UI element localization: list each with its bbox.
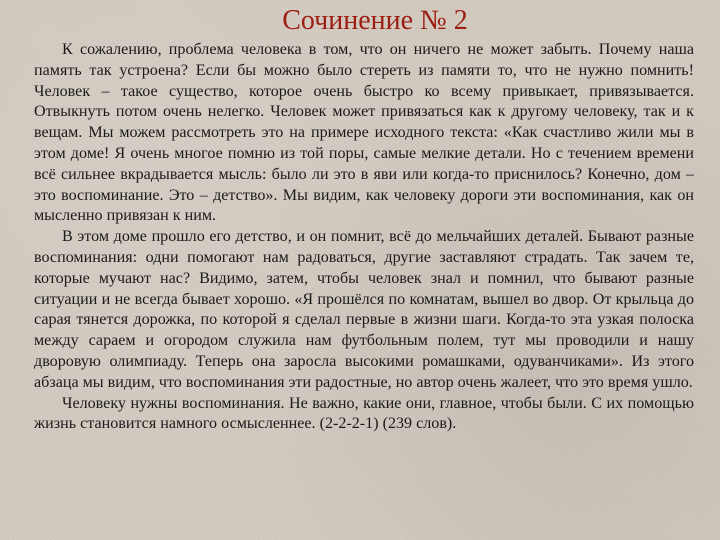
essay-paragraph-3: Человеку нужны воспоминания. Не важно, какие они, главное, чтобы были. С их помощью жизнь становится намного осмысленнее. (2-2-2-1) (239 слов). (34, 394, 694, 433)
essay-text (34, 40, 694, 435)
essay-paragraph-1: К сожалению, проблема человека в том, что он ничего не может забыть. Почему наша память так устроена? Если бы можно было стереть из памяти то, что не нужно помнить! Человек – такое существо, которое очень быстро ко всему привыкает, привязывается. Отвыкнуть потом очень нелегко. Человек может привязаться как к другому человеку, так и к вещам. Мы можем рассмотреть это на примере исходного текста: «Как счастливо жили мы в этом доме! Я очень многое помню из той поры, самые мелкие детали. Но с течением времени всё сильнее вкрадывается мысль: было ли это в яви или когда-то приснилось? Конечно, дом – это воспоминание. Это – детство». Мы видим, как человеку дороги эти воспоминания, как он мысленно привязан к ним. (34, 41, 694, 225)
slide-title: Сочинение № 2 (282, 5, 468, 36)
essay-paragraph-2: В этом доме прошло его детство, и он помнит, всё до мельчайших деталей. Бывают разные воспоминания: одни помогают нам радоваться, другие заставляют страдать. Так зачем те, которые мучают нас? Видимо, затем, чтобы человек знал и помнил, что бывают разные ситуации и не всегда бывает хорошо. «Я прошёлся по комнатам, вышел во двор. От крыльца до сарая тянется дорожка, по которой я сделал первые в жизни шаги. Когда-то эта узкая полоска между сараем и огородом служила нам футбольным полем, тут мы проводили и нашу дворовую олимпиаду. Теперь она заросла высокими ромашками, одуванчиками». Из этого абзаца мы видим, что воспоминания эти радостные, но автор очень жалеет, что это время ушло. (34, 228, 694, 391)
